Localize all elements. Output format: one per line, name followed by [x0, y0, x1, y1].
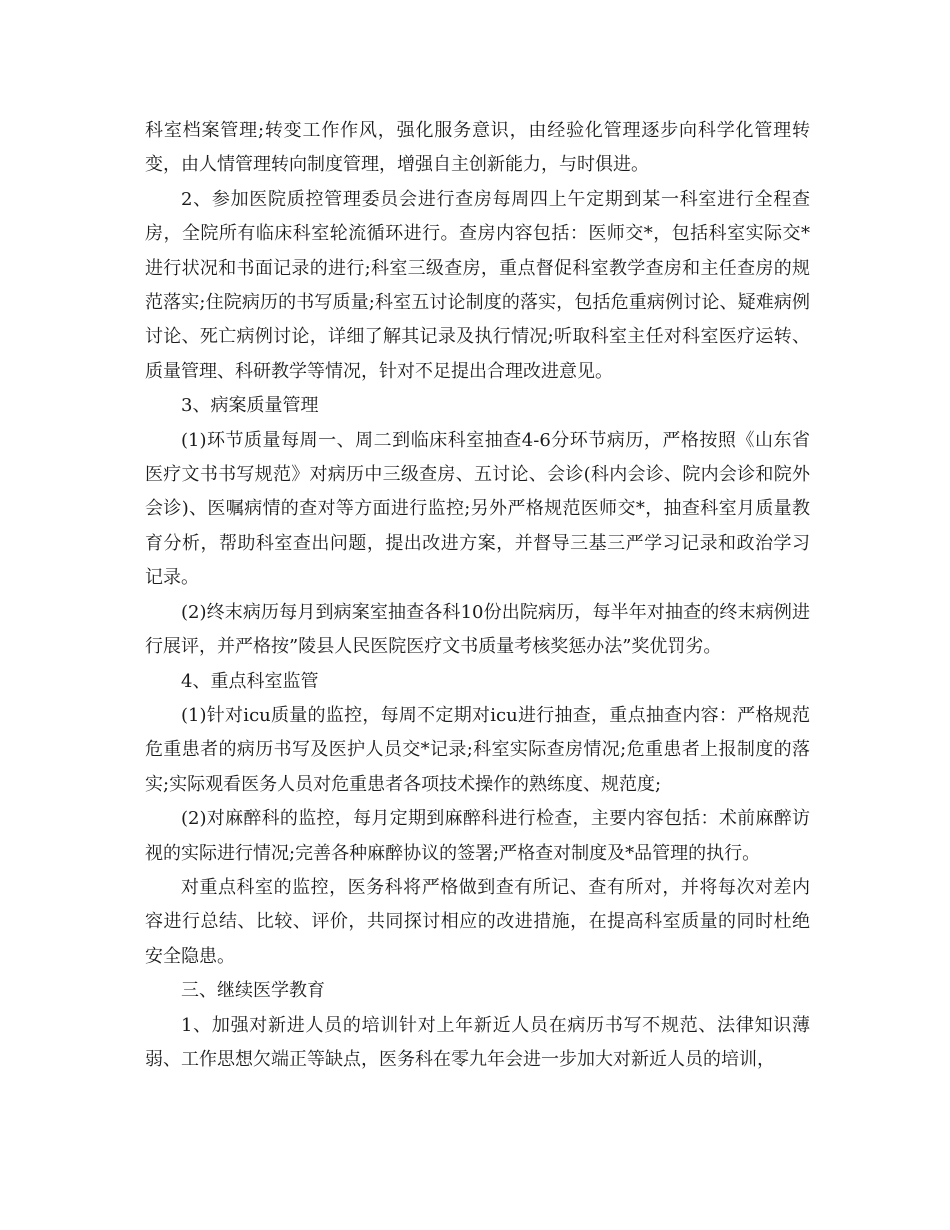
paragraph-new-staff-training: 1、加强对新进人员的培训针对上年新近人员在病历书写不规范、法律知识薄弱、工作思想欠端正等缺点，医务科在零九年会进一步加大对新近人员的培训， [145, 1014, 810, 1070]
heading-continuing-education: 三、继续医学教育 [181, 980, 325, 1002]
paragraph-key-dept-summary: 对重点科室的监控，医务科将严格做到查有所记、查有所对，并将每次对差内容进行总结、比较、评价，共同探讨相应的改进措施，在提高科室质量的同时杜绝安全隐患。 [145, 876, 810, 967]
heading-case-quality: 3、病案质量管理 [181, 395, 319, 417]
paragraph-anesthesia-monitoring: (2)对麻醉科的监控，每月定期到麻醉科进行检查，主要内容包括：术前麻醉访视的实际进行情况;完善各种麻醉协议的签署;严格查对制度及*品管理的执行。 [145, 808, 810, 864]
paragraph-final-records: (2)终末病历每月到病案室抽查各科10份出院病历，每半年对抽查的终末病例进行展评，并严格按”陵县人民医院医疗文书质量考核奖惩办法”奖优罚劣。 [145, 601, 810, 658]
paragraph-records-management: 科室档案管理;转变工作作风，强化服务意识，由经验化管理逐步向科学化管理转变，由人情管理转向制度管理，增强自主创新能力，与时俱进。 [145, 120, 810, 176]
heading-key-departments: 4、重点科室监管 [181, 670, 319, 692]
paragraph-icu-monitoring: (1)针对icu质量的监控，每周不定期对icu进行抽查，重点抽查内容：严格规范危重患者的病历书写及医护人员交*记录;科室实际查房情况;危重患者上报制度的落实;实际观看医务人员对危重患者各项技术操作的熟练度、规范度; [145, 704, 810, 795]
paragraph-process-quality: (1)环节质量每周一、周二到临床科室抽查4-6分环节病历，严格按照《山东省医疗文书书写规范》对病历中三级查房、五讨论、会诊(科内会诊、院内会诊和院外会诊)、医嘱病情的查对等方面进行监控;另外严格规范医师交*，抽查科室月质量教育分析，帮助科室查出问题，提出改进方案，并督导三基三严学习记录和政治学习记录。 [145, 429, 810, 589]
document-body [145, 114, 810, 1077]
paragraph-ward-rounds: 2、参加医院质控管理委员会进行查房每周四上午定期到某一科室进行全程查房，全院所有临床科室轮流循环进行。查房内容包括：医师交*，包括科室实际交*进行状况和书面记录的进行;科室三级查房，重点督促科室教学查房和主任查房的规范落实;住院病历的书写质量;科室五讨论制度的落实，包括危重病例讨论、疑难病例讨论、死亡病例讨论，详细了解其记录及执行情况;听取科室主任对科室医疗运转、质量管理、科研教学等情况，针对不足提出合理改进意见。 [145, 188, 810, 382]
